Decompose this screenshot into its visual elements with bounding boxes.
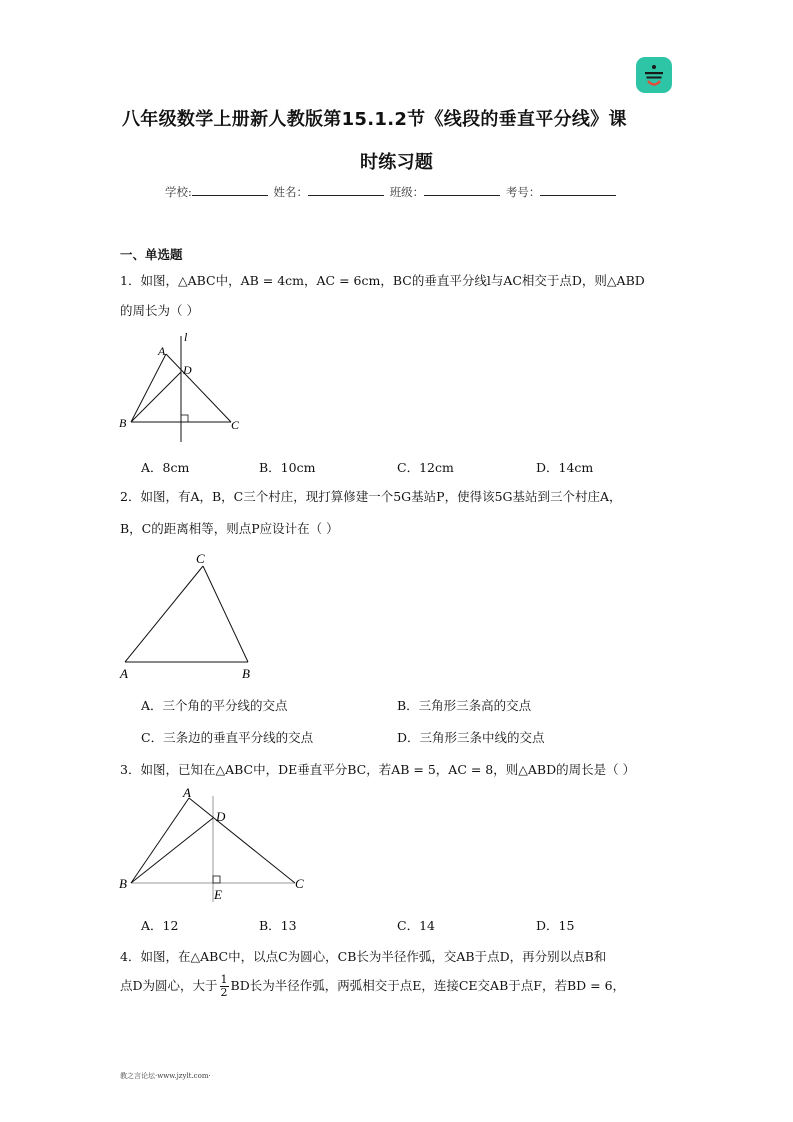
school-label: 学校: xyxy=(165,185,192,199)
q3-option-b[interactable]: B．13 xyxy=(259,918,297,933)
q4-fraction xyxy=(220,974,229,999)
exam-no-label: 考号： xyxy=(505,185,541,199)
q3-label-A: A xyxy=(183,785,191,800)
q1-text-line1: 1．如图，△ABC中，AB = 4cm，AC = 6cm，BC的垂直平分线l与AC相交于点D，则△ABD xyxy=(120,273,645,288)
q1-label-l: l xyxy=(184,330,188,344)
q1-option-d[interactable]: D．14cm xyxy=(536,460,594,475)
q3-label-B: B xyxy=(119,876,127,891)
q1-label-D: D xyxy=(183,363,192,377)
q4-text-pre: 点D为圆心，大于 xyxy=(120,978,218,993)
class-field[interactable] xyxy=(424,184,500,196)
q2-option-a[interactable]: A．三个角的平分线的交点 xyxy=(141,698,288,713)
q2-text-line1: 2．如图，有A，B，C三个村庄，现打算修建一个5G基站P，使得该5G基站到三个村庄A， xyxy=(120,489,622,504)
q2-option-c[interactable]: C．三条边的垂直平分线的交点 xyxy=(141,730,314,745)
section-heading: 一、单选题 xyxy=(120,247,183,262)
q3-label-C: C xyxy=(295,876,304,891)
q1-option-b[interactable]: B．10cm xyxy=(259,460,316,475)
q1-option-c[interactable]: C．12cm xyxy=(397,460,454,475)
q3-figure xyxy=(115,782,315,904)
q3-option-a[interactable]: A．12 xyxy=(141,918,179,933)
q3-option-c[interactable]: C．14 xyxy=(397,918,435,933)
info-line xyxy=(165,184,618,200)
q1-label-B: B xyxy=(119,416,127,430)
q1-figure xyxy=(115,328,250,443)
q2-label-A: A xyxy=(120,666,128,681)
q2-label-C: C xyxy=(196,551,205,566)
q1-text-line2: 的周长为（ ） xyxy=(120,303,199,318)
page-title-line1: 八年级数学上册新人教版第15.1.2节《线段的垂直平分线》课 xyxy=(122,109,627,130)
q2-figure xyxy=(115,546,265,683)
q4-text-line2 xyxy=(120,974,625,999)
q4-text-post: BD长为半径作弧，两弧相交于点E，连接CE交AB于点F，若BD = 6， xyxy=(230,978,626,993)
logo-icon xyxy=(636,57,672,93)
q2-text-line2: B，C的距离相等，则点P应设计在（ ） xyxy=(120,521,339,536)
q1-label-C: C xyxy=(231,418,240,432)
name-field[interactable] xyxy=(308,184,384,196)
q4-frac-den: 2 xyxy=(220,986,228,999)
q4-frac-num: 1 xyxy=(220,973,228,986)
name-label: 姓名： xyxy=(273,185,309,199)
q1-label-A: A xyxy=(158,344,166,358)
q4-text-line1: 4．如图，在△ABC中，以点C为圆心，CB长为半径作弧，交AB于点D，再分别以点B和 xyxy=(120,949,607,964)
q3-text-line1: 3．如图，已知在△ABC中，DE垂直平分BC，若AB = 5，AC = 8，则△ABD的周长是（ ） xyxy=(120,762,636,777)
exam-no-field[interactable] xyxy=(540,184,616,196)
q2-option-d[interactable]: D．三角形三条中线的交点 xyxy=(397,730,545,745)
school-field[interactable] xyxy=(192,184,268,196)
class-label: 班级： xyxy=(389,185,425,199)
q3-label-D: D xyxy=(216,809,226,824)
q2-option-b[interactable]: B．三角形三条高的交点 xyxy=(397,698,532,713)
q3-option-d[interactable]: D．15 xyxy=(536,918,575,933)
page-title-line2: 时练习题 xyxy=(360,152,434,173)
q3-label-E: E xyxy=(214,887,222,902)
footer-text: 教之言论坛·www.jzylt.com· xyxy=(120,1072,211,1080)
q2-label-B: B xyxy=(242,666,250,681)
q1-option-a[interactable]: A．8cm xyxy=(141,460,190,475)
